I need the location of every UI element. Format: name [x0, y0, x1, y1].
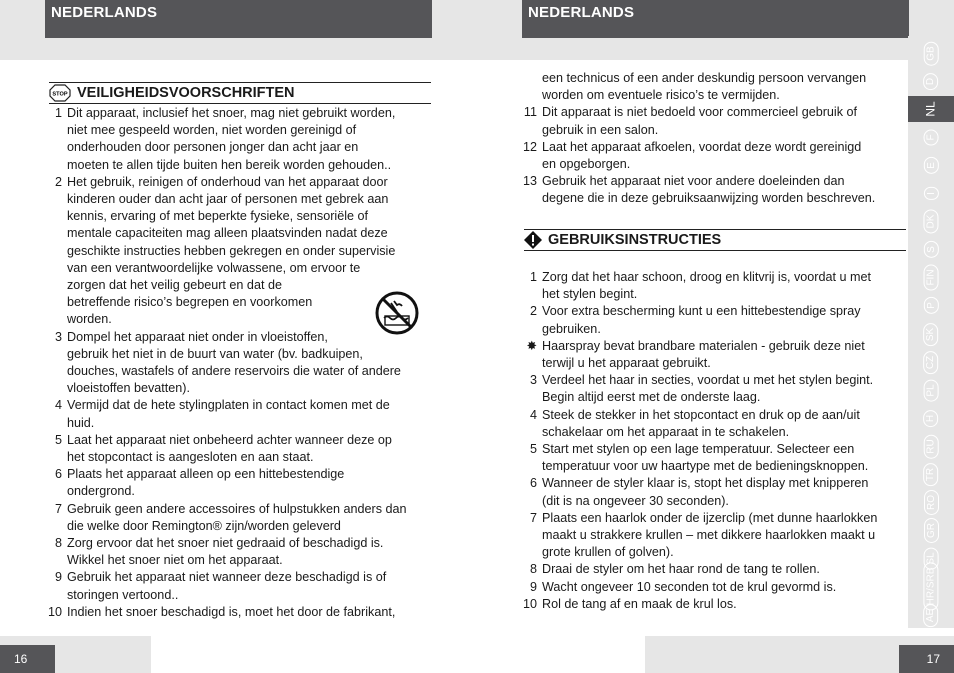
item-text: [67, 432, 433, 466]
item-text: [67, 329, 433, 398]
language-tab-i[interactable]: [908, 181, 954, 207]
list-item: [520, 596, 910, 613]
language-tab-label: HR/SRB: [924, 563, 939, 611]
item-text: [542, 475, 910, 509]
text-line: Gebruik het apparaat niet voor andere doeleinden dan: [542, 174, 845, 189]
item-number: 1: [54, 106, 62, 120]
text-line: Vermijd dat de hete stylingplaten in contact komen met de: [67, 398, 390, 413]
item-text: [542, 139, 910, 173]
item-text: [542, 173, 910, 207]
language-tab-label: RO: [924, 490, 939, 515]
text-line: die welke door Remington® zijn/worden geleverd: [67, 518, 341, 533]
text-line: Steek de stekker in het stopcontact en druk op de aan/uit: [542, 407, 860, 422]
item-text: [67, 535, 433, 569]
language-tab-label: AE: [924, 603, 939, 626]
item-number: 6: [54, 467, 62, 482]
text-line: gebruik in een salon.: [542, 122, 659, 137]
language-tab-ru[interactable]: [908, 433, 954, 459]
text-line: (dit is na ongeveer 30 seconden).: [542, 493, 729, 508]
list-item: [520, 104, 910, 138]
text-line: huid.: [67, 415, 95, 430]
text-line: zorgen dat het veilig gebeurt en dat de: [67, 278, 282, 293]
language-tab-label: S: [923, 241, 938, 258]
language-tab-sk[interactable]: [908, 321, 954, 347]
language-tab-tr[interactable]: [908, 462, 954, 488]
language-tab-gb[interactable]: [908, 40, 954, 66]
item-text: [542, 372, 910, 406]
text-line: Begin altijd eerst met de onderste laag.: [542, 390, 761, 405]
continued-line: een technicus of een ander deskundig persoon vervangen: [542, 71, 867, 85]
text-line: storingen vertoond..: [67, 587, 179, 602]
language-tab-p[interactable]: [908, 293, 954, 319]
language-tab-label: H: [923, 410, 938, 427]
list-item: [45, 569, 433, 603]
text-line: mentale capaciteiten mag alleen plaatsvinden nadat deze: [67, 226, 388, 241]
instructions-section-heading: [524, 229, 906, 251]
language-tab-fin[interactable]: [908, 265, 954, 291]
instructions-section-title: GEBRUIKSINSTRUCTIES: [548, 232, 722, 248]
text-line: Wikkel het snoer niet om het apparaat.: [67, 553, 283, 568]
text-line: Gebruik geen andere accessoires of hulpstukken anders dan: [67, 501, 407, 516]
item-number: 10: [522, 596, 537, 611]
text-line: onderhouden door personen jonger dan acht jaar en: [67, 140, 359, 155]
item-number: 1: [529, 270, 537, 284]
stop-icon: [49, 84, 71, 102]
text-line: gebruik het niet in de buurt van water (bv. badkuipen,: [67, 346, 363, 361]
item-number: 7: [54, 501, 62, 516]
language-tab-f[interactable]: [908, 124, 954, 150]
text-line: Zorg dat het haar schoon, droog en klitvrij is, voordat u met: [542, 270, 872, 284]
item-number: 9: [54, 570, 62, 585]
text-line: Plaats het apparaat alleen op een hittebestendige: [67, 467, 345, 482]
language-tab-dk[interactable]: [908, 209, 954, 235]
text-line: van een verantwoordelijke volwassene, om ervoor te: [67, 260, 361, 275]
item-text: [542, 510, 910, 562]
language-tab-ro[interactable]: [908, 490, 954, 516]
no-water-icon: [374, 291, 420, 335]
language-tab-ae[interactable]: [908, 602, 954, 628]
item-number: 7: [529, 510, 537, 525]
item-text: [542, 338, 910, 372]
language-tab-label: RU: [923, 434, 938, 458]
item-number: 8: [529, 562, 537, 577]
language-tab-label: NL: [924, 101, 938, 117]
list-item: [45, 466, 433, 500]
text-line: douches, wastafels of andere reservoirs die water of andere: [67, 364, 401, 379]
text-line: Haarspray bevat brandbare materialen - gebruik deze niet: [542, 338, 865, 353]
language-tab-e[interactable]: [908, 152, 954, 178]
language-tab-label: I: [924, 187, 939, 200]
language-tab-label: TR: [924, 463, 939, 486]
item-text: [542, 407, 910, 441]
list-item: [520, 269, 910, 303]
text-line: het stopcontact is aangesloten en aan staat.: [67, 450, 314, 465]
list-item: [520, 561, 910, 578]
text-line: geschikte instructies hebben gekregen en onder supervisie: [67, 243, 396, 258]
text-line: Wanneer de styler klaar is, stopt het display met knipperen: [542, 476, 869, 491]
language-tab-label: P: [923, 298, 938, 315]
list-item: [45, 105, 433, 174]
list-item: [520, 173, 910, 207]
left-page-header: NEDERLANDS: [45, 0, 432, 38]
item-text: [67, 569, 433, 603]
text-line: moeten te allen tijde buiten hen bereik worden gehouden..: [67, 157, 392, 172]
language-tab-s[interactable]: [908, 237, 954, 263]
item-number: 4: [54, 398, 62, 413]
list-item: [520, 579, 910, 596]
list-item: [45, 501, 433, 535]
text-line: en opgeborgen.: [542, 157, 631, 172]
list-item: [520, 372, 910, 406]
text-line: Draai de styler om het haar rond de tang te rollen.: [542, 562, 820, 577]
list-item: [520, 139, 910, 173]
list-item: [45, 432, 433, 466]
instructions-list: [520, 269, 910, 613]
language-tab-label: DK: [924, 210, 939, 234]
text-line: kinderen ouder dan acht jaar of personen met gebrek aan: [67, 192, 389, 207]
item-number: 9: [529, 579, 537, 594]
item-text: [67, 604, 433, 621]
language-tab-label: GR: [924, 518, 939, 543]
text-line: temperatuur voor uw haartype met de bedieningsknoppen.: [542, 459, 869, 474]
text-line: Wacht ongeveer 10 seconden tot de krul gevormd is.: [542, 579, 837, 594]
language-tab-hrsrb[interactable]: [908, 567, 954, 606]
language-tab-label: D: [923, 72, 938, 89]
text-line: grote krullen of golven).: [542, 545, 674, 560]
item-text: [67, 105, 433, 174]
language-tab-label: SL: [923, 548, 938, 570]
item-number: 6: [529, 476, 537, 491]
item-text: [542, 104, 910, 138]
language-tab-d[interactable]: [908, 68, 954, 94]
text-line: Start met stylen op een lage temperatuur. Selecteer een: [542, 442, 855, 457]
item-number: 8: [54, 536, 62, 551]
language-tab-label: E: [923, 157, 938, 174]
language-tab-label: FIN: [923, 265, 938, 291]
text-line: ondergrond.: [67, 484, 135, 499]
item-text: [67, 397, 433, 431]
text-line: schakelaar om het apparaat in te schakelen.: [542, 424, 790, 439]
item-text: [67, 501, 433, 535]
text-line: het stylen begint.: [542, 287, 638, 302]
list-item: [45, 397, 433, 431]
text-line: terwijl u het apparaat gebruikt.: [542, 356, 711, 371]
language-tabs: [908, 36, 954, 628]
list-item: [520, 407, 910, 441]
warning-diamond-icon: [524, 231, 542, 249]
language-tab-h[interactable]: [908, 405, 954, 431]
continued-line: worden om eventuele risico’s te vermijden.: [542, 88, 780, 103]
language-tab-label: CZ: [924, 350, 939, 373]
item-number: 11: [523, 105, 537, 120]
item-number: 12: [522, 139, 537, 154]
safety-section-title: VEILIGHEIDSVOORSCHRIFTEN: [77, 85, 295, 101]
item-number: ✸: [526, 338, 537, 353]
text-line: kennis, ervaring of met beperkte fysieke, sensoriële of: [67, 209, 369, 224]
text-line: niet mee gespeeld worden, niet worden gereinigd of: [67, 123, 357, 138]
text-line: Rol de tang af en maak de krul los.: [542, 596, 737, 611]
item-number: 2: [529, 304, 537, 319]
text-line: Indien het snoer beschadigd is, moet het door de fabrikant,: [67, 604, 396, 619]
text-line: gebruiken.: [542, 321, 601, 336]
text-line: Laat het apparaat afkoelen, voordat deze wordt gereinigd: [542, 139, 862, 154]
text-line: Zorg ervoor dat het snoer niet gedraaid of beschadigd is.: [67, 536, 384, 551]
language-tab-label: F: [923, 129, 938, 145]
text-line: Plaats een haarlok onder de ijzerclip (met dunne haarlokken: [542, 510, 878, 525]
item-number: 5: [54, 432, 62, 447]
language-tab-cz[interactable]: [908, 349, 954, 375]
text-line: Dit apparaat, inclusief het snoer, mag niet gebruikt worden,: [67, 106, 396, 120]
text-line: maakt u strakkere krullen – met dikkere haarlokken maakt u: [542, 528, 876, 543]
item-text: [542, 303, 910, 337]
item-number: 13: [522, 174, 537, 189]
text-line: Dit apparaat is niet bedoeld voor commercieel gebruik of: [542, 105, 858, 120]
list-item: [520, 475, 910, 509]
text-line: Dompel het apparaat niet onder in vloeistoffen,: [67, 329, 328, 344]
text-line: Gebruik het apparaat niet wanneer deze beschadigd is of: [67, 570, 387, 585]
item-text: [67, 466, 433, 500]
item-text: [542, 596, 910, 613]
safety-list-continued: [520, 70, 910, 208]
text-line: Het gebruik, reinigen of onderhoud van het apparaat door: [67, 174, 388, 189]
language-tab-label: PL: [923, 379, 938, 401]
text-line: Voor extra bescherming kunt u een hittebestendige spray: [542, 304, 861, 319]
list-item: [520, 338, 910, 372]
safety-section-heading: [49, 82, 431, 104]
text-line: worden.: [67, 312, 112, 327]
item-number: 10: [47, 604, 62, 619]
text-line: degene die in deze gebruiksaanwijzing worden beschreven.: [542, 191, 876, 206]
right-page-header: NEDERLANDS: [522, 0, 909, 38]
list-item: [520, 510, 910, 562]
svg-text:STOP: STOP: [52, 91, 68, 98]
language-tab-gr[interactable]: [908, 518, 954, 544]
text-line: betreffende risico’s begrepen en voorkomen: [67, 295, 313, 310]
language-tab-nl[interactable]: [908, 96, 954, 122]
item-text: [542, 561, 910, 578]
page-number-right: 17: [899, 645, 954, 673]
item-number: 4: [529, 407, 537, 422]
item-text: [542, 269, 910, 303]
item-text: [542, 579, 910, 596]
list-item: [520, 303, 910, 337]
item-number: 5: [529, 442, 537, 457]
language-tab-pl[interactable]: [908, 377, 954, 403]
safety-list: [45, 105, 433, 621]
text-line: vloeistoffen bevatten).: [67, 381, 190, 396]
text-line: Laat het apparaat niet onbeheerd achter wanneer deze op: [67, 432, 392, 447]
list-item: [520, 441, 910, 475]
list-item: [45, 329, 433, 398]
list-item: [45, 604, 433, 621]
page-number-left: 16: [0, 645, 55, 673]
item-text: [542, 441, 910, 475]
item-number: 3: [529, 373, 537, 388]
item-number: 2: [54, 174, 62, 189]
language-tab-label: SK: [924, 322, 939, 345]
language-tab-label: GB: [923, 41, 938, 65]
text-line: Verdeel het haar in secties, voordat u met het stylen begint.: [542, 373, 874, 388]
item-number: 3: [54, 329, 62, 344]
list-item: [45, 535, 433, 569]
